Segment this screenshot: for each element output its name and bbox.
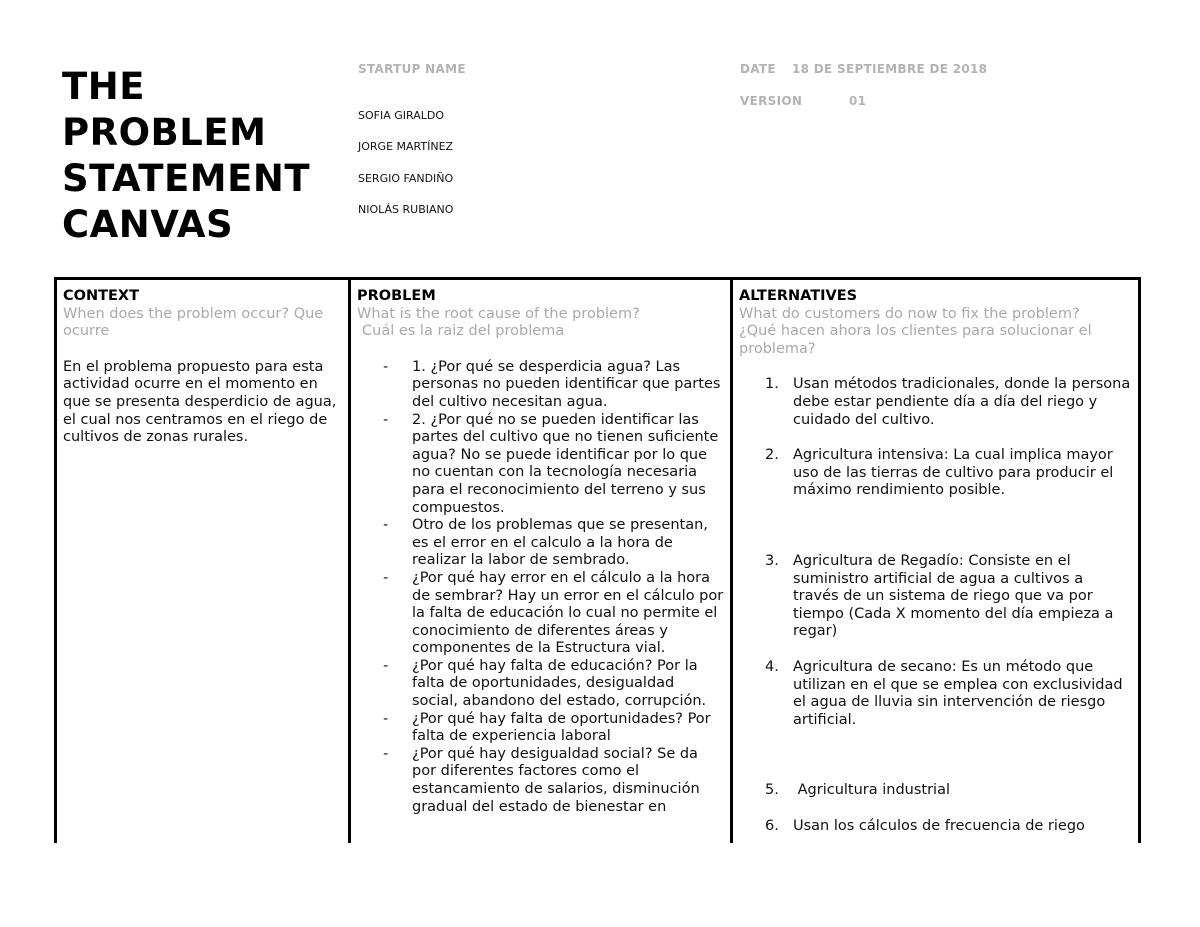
title-line: THE: [62, 65, 145, 108]
problem-list: [357, 359, 724, 816]
item-number: 1.: [765, 376, 779, 393]
problem-column: [351, 280, 733, 843]
context-body: En el problema propuesto para esta actividad ocurre en el momento en que se presenta desperdicio de agua, el cual nos centramos en el riego de cultivos de zonas rurales.: [63, 358, 337, 446]
item-text: Usan los cálculos de frecuencia de riego: [793, 817, 1085, 834]
context-heading: CONTEXT: [63, 288, 139, 304]
item-number: 2.: [765, 447, 779, 464]
problem-item: - ¿Por qué hay desigualdad social? Se da por diferentes factores como el estancamiento de salarios, disminución gradual del estado de bienestar en: [357, 746, 724, 816]
alternative-item: [739, 782, 1132, 800]
team-member: JORGE MARTÍNEZ: [358, 140, 454, 153]
problem-item: - ¿Por qué hay error en el cálculo a la hora de sembrar? Hay un error en el cálculo por la falta de educación lo cual no permite el conocimiento de diferentes áreas y componentes de la Estructura vial.: [357, 570, 724, 658]
version-value: 01: [849, 94, 867, 108]
problem-hint-es: Cuál es la raiz del problema: [362, 323, 565, 340]
alternative-item: [739, 447, 1132, 500]
item-number: 4.: [765, 658, 779, 675]
item-text: Usan métodos tradicionales, donde la persona debe estar pendiente día a día del riego y cuidado del cultivo.: [793, 376, 1131, 428]
alternatives-hint-es: ¿Qué hacen ahora los clientes para solucionar el problema?: [739, 323, 1092, 357]
problem-item: - Otro de los problemas que se presentan, es el error en el calculo a la hora de realizar la labor de sembrado.: [357, 517, 724, 570]
item-number: 3.: [765, 552, 779, 569]
team-member: NIOLÁS RUBIANO: [358, 203, 454, 216]
item-number: 5.: [765, 782, 779, 799]
item-text: Agricultura industrial: [793, 782, 951, 799]
version-label: VERSION: [740, 94, 803, 108]
team-member: SERGIO FANDIÑO: [358, 172, 454, 185]
item-number: 6.: [765, 817, 779, 834]
alternatives-column: [733, 280, 1138, 843]
alternative-item: [739, 818, 1132, 836]
canvas-title: [62, 64, 310, 248]
title-line: CANVAS: [62, 203, 234, 246]
team-member: SOFIA GIRALDO: [358, 109, 444, 122]
alternative-item: [739, 376, 1132, 429]
alternatives-list: [739, 376, 1132, 835]
problem-item: - 2. ¿Por qué no se pueden identificar las partes del cultivo que no tienen suficiente agua? No se puede identificar por lo que no cuentan con la tecnología necesaria para el reconocimiento del terreno y sus compuestos.: [357, 412, 724, 518]
problem-item: - 1. ¿Por qué se desperdicia agua? Las personas no pueden identificar que partes del cultivo necesitan agua.: [357, 359, 724, 412]
title-line: PROBLEM: [62, 111, 267, 154]
problem-item: - ¿Por qué hay falta de educación? Por la falta de oportunidades, desigualdad social, abandono del estado, corrupción.: [357, 658, 724, 711]
item-text: Agricultura intensiva: La cual implica mayor uso de las tierras de cultivo para producir el máximo rendimiento posible.: [793, 447, 1114, 499]
alternatives-heading: ALTERNATIVES: [739, 288, 858, 304]
startup-name-label: STARTUP NAME: [358, 62, 466, 76]
alternatives-hint-en: What do customers do now to fix the problem?: [739, 305, 1080, 322]
problem-hint-en: What is the root cause of the problem?: [357, 305, 640, 322]
context-hint: When does the problem occur? Que ocurre: [63, 305, 324, 340]
alternative-item: [739, 553, 1132, 641]
context-column: [57, 280, 351, 843]
problem-item: - ¿Por qué hay falta de oportunidades? Por falta de experiencia laboral: [357, 711, 724, 746]
problem-heading: PROBLEM: [357, 288, 436, 304]
item-text: Agricultura de secano: Es un método que utilizan en el que se emplea con exclusividad el agua de lluvia sin intervención de riesgo artificial.: [793, 658, 1123, 728]
date-value: 18 DE SEPTIEMBRE DE 2018: [792, 62, 988, 76]
item-text: Agricultura de Regadío: Consiste en el suministro artificial de agua a cultivos a través de un sistema de riego que va por tiempo (Cada X momento del día empieza a regar): [793, 552, 1114, 640]
canvas-grid: [54, 277, 1141, 843]
date-label: DATE: [740, 62, 776, 76]
title-line: STATEMENT: [62, 157, 311, 200]
alternative-item: [739, 659, 1132, 729]
